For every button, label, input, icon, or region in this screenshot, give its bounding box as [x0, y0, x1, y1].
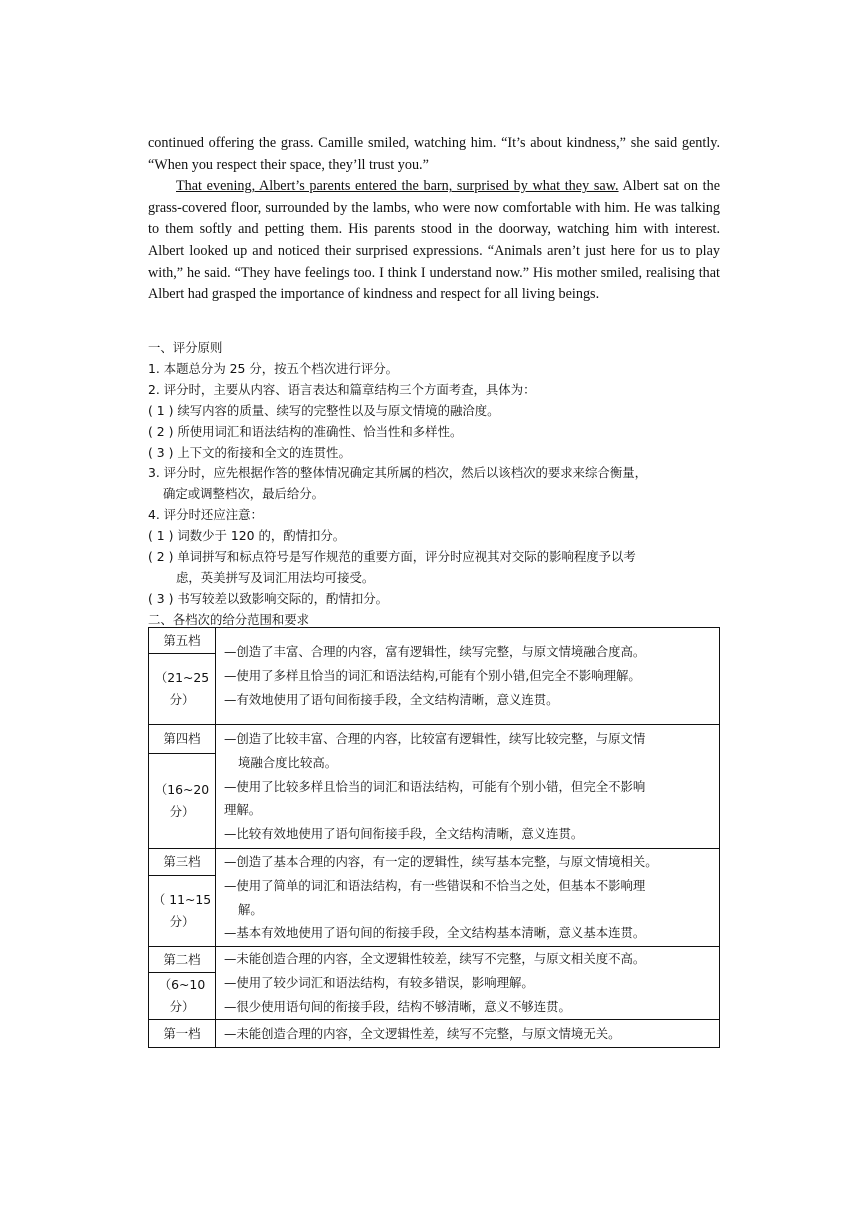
- grade-description: [216, 725, 720, 849]
- grade-description: [216, 1020, 720, 1048]
- criterion-line: —很少使用语句间的衔接手段，结构不够清晰，意义不够连贯。: [224, 998, 571, 1014]
- rule-3-continuation: 确定或调整档次，最后给分。: [163, 486, 325, 502]
- criterion-line: 境融合度比较高。: [238, 754, 338, 770]
- grade-level: 第五档: [149, 628, 216, 654]
- story-paragraph-2-rest: Albert sat on the grass-covered floor, surrounded by the lambs, who were now comfortable with him. He was talking to them softly and petting them. His parents stood in the doorway, watching him with interest. Albert looked up and noticed their surprised expressions. “Animals aren’t just here for us to play with,” he said. “They have feelings too. I think I understand now.” His mother smiled, realising that Albert had grasped the importance of kindness and respect for all living beings.: [148, 178, 721, 303]
- rule-2-item-3: ( 3 ) 上下文的衔接和全文的连贯性。: [148, 444, 351, 460]
- rule-4-item-1: ( 1 ) 词数少于 120 的，酌情扣分。: [148, 528, 346, 544]
- rule-2-item-2: ( 2 ) 所使用词汇和语法结构的准确性、恰当性和多样性。: [148, 423, 463, 439]
- table-row: [149, 1020, 720, 1048]
- rule-4: 4. 评分时还应注意：: [148, 507, 263, 523]
- grade-score-range: [149, 654, 216, 725]
- story-text: [148, 133, 720, 306]
- grade-description: [216, 849, 720, 947]
- grade-score-range: [149, 754, 216, 849]
- criterion-line: —创造了比较丰富、合理的内容，比较富有逻辑性，续写比较完整，与原文情: [224, 731, 646, 746]
- criterion-line: —未能创造合理的内容，全文逻辑性差，续写不完整，与原文情境无关。: [224, 1025, 621, 1041]
- criterion-line: —创造了基本合理的内容，有一定的逻辑性，续写基本完整，与原文情境相关。: [224, 853, 658, 869]
- rule-4-item-3: ( 3 ) 书写较差以致影响交际的，酌情扣分。: [148, 590, 389, 606]
- grade-level: 第三档: [149, 849, 216, 876]
- score-range-line: （16~20: [154, 782, 210, 797]
- criterion-line: —使用了比较多样且恰当的词汇和语法结构，可能有个别小错，但完全不影响: [224, 778, 646, 794]
- rule-1: 1. 本题总分为 25 分，按五个档次进行评分。: [148, 360, 399, 376]
- scoring-principles: [148, 330, 720, 631]
- table-row: [149, 849, 720, 876]
- criterion-line: —创造了丰富、合理的内容，富有逻辑性，续写完整，与原文情境融合度高。: [224, 644, 646, 660]
- grading-table: [148, 627, 720, 1048]
- grade-description: [216, 628, 720, 725]
- table-row: [149, 725, 720, 754]
- criterion-line: 解。: [238, 901, 263, 917]
- rule-2: 2. 评分时，主要从内容、语言表达和篇章结构三个方面考查，具体为：: [148, 381, 536, 397]
- score-range-line: 分）: [169, 999, 195, 1014]
- criterion-line: —使用了多样且恰当的词汇和语法结构,可能有个别小错,但完全不影响理解。: [224, 668, 641, 684]
- grade-score-range: [149, 973, 216, 1020]
- score-range-line: 分）: [169, 804, 195, 819]
- rule-2-item-1: ( 1 ) 续写内容的质量、续写的完整性以及与原文情境的融洽度。: [148, 402, 500, 418]
- criterion-line: 理解。: [224, 802, 262, 818]
- rule-4-item-2: ( 2 ) 单词拼写和标点符号是写作规范的重要方面，评分时应视其对交际的影响程度予以考: [148, 549, 636, 565]
- grade-description: [216, 947, 720, 1020]
- section-heading-2: 二、各档次的给分范围和要求: [148, 611, 310, 627]
- criterion-line: —比较有效地使用了语句间衔接手段，全文结构清晰，意义连贯。: [224, 826, 584, 842]
- rule-3: 3. 评分时，应先根据作答的整体情况确定其所属的档次，然后以该档次的要求来综合衡量，: [148, 465, 647, 481]
- score-range-line: （ 11~15: [152, 892, 212, 907]
- score-range-line: （6~10: [158, 977, 206, 992]
- table-row: [149, 628, 720, 654]
- criterion-line: —基本有效地使用了语句间的衔接手段，全文结构基本清晰，意义基本连贯。: [224, 925, 646, 941]
- criterion-line: —有效地使用了语句间衔接手段，全文结构清晰，意义连贯。: [224, 691, 559, 707]
- rule-4-item-2-continuation: 虑，英美拼写及词汇用法均可接受。: [176, 569, 375, 585]
- section-heading-1: 一、评分原则: [148, 340, 223, 355]
- story-paragraph-2: [148, 176, 720, 306]
- story-paragraph-1: continued offering the grass. Camille smiled, watching him. “It’s about kindness,” she said gently. “When you respect their space, they’ll trust you.”: [148, 135, 720, 173]
- score-range-line: 分）: [169, 692, 195, 707]
- score-range-line: （21~25: [154, 670, 210, 685]
- score-range-line: 分）: [169, 914, 195, 929]
- criterion-line: —未能创造合理的内容，全文逻辑性较差，续写不完整，与原文相关度不高。: [224, 951, 646, 967]
- criterion-line: —使用了简单的词汇和语法结构，有一些错误和不恰当之处，但基本不影响理: [224, 877, 646, 893]
- underlined-sentence: That evening, Albert’s parents entered the barn, surprised by what they saw.: [176, 178, 619, 195]
- grade-score-range: [149, 876, 216, 947]
- criterion-line: —使用了较少词汇和语法结构，有较多错误，影响理解。: [224, 975, 534, 991]
- grade-level: 第二档: [149, 947, 216, 973]
- table-row: [149, 947, 720, 973]
- grade-level: 第一档: [149, 1020, 216, 1048]
- grade-level: 第四档: [149, 725, 216, 754]
